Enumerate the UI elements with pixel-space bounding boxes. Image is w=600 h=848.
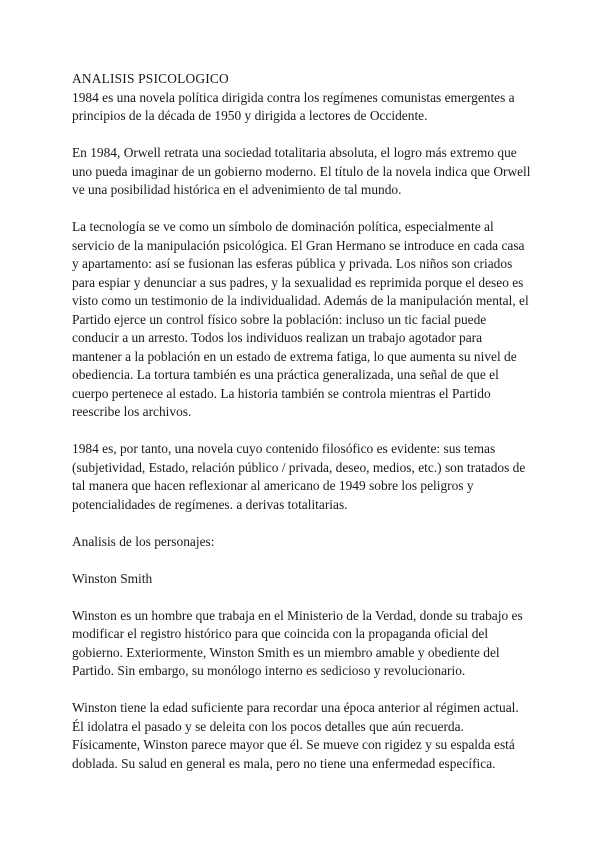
document-title: ANALISIS PSICOLOGICO	[72, 71, 229, 86]
paragraph-intro	[72, 70, 532, 126]
paragraph-winston-1: Winston es un hombre que trabaja en el Ministerio de la Verdad, donde su trabajo es modificar el registro histórico para que coincida con la propaganda oficial del gobierno. Exteriormente, Winston Smith es un miembro amable y obediente del Partido. Sin embargo, su monólogo interno es sedicioso y revolucionario.	[72, 607, 523, 678]
document-body	[72, 70, 532, 792]
paragraph-1: 1984 es una novela política dirigida contra los regímenes comunistas emergentes a principios de la década de 1950 y dirigida a lectores de Occidente.	[72, 89, 515, 123]
section-heading-personajes: Analisis de los personajes:	[72, 533, 215, 549]
paragraph-3: La tecnología se ve como un símbolo de dominación política, especialmente al servicio de la manipulación psicológica. El Gran Hermano se introduce en cada casa y apartamento: así se fusionan las esferas pública y privada. Los niños son criados para espiar y denunciar a sus padres, y la sexualidad es reprimida porque el deseo es visto como un testimonio de la individualidad. Además de la manipulación mental, el Partido ejerce un control físico sobre la población: incluso un tic facial puede conducir a un arresto. Todos los individuos realizan un trabajo agotador para mantener a la población en un estado de extrema fatiga, lo que aumenta su nivel de obediencia. La tortura también es una práctica generalizada, una señal de que el cuerpo pertenece al estado. La historia también se controla mientras el Partido reescribe los archivos.	[72, 219, 529, 419]
paragraph-4: 1984 es, por tanto, una novela cuyo contenido filosófico es evidente: sus temas (subjetividad, Estado, relación público / privada, deseo, medios, etc.) son tratados de tal manera que hacen reflexionar al americano de 1949 sobre los peligros y potencialidades de regímenes. a derivas totalitarias.	[72, 441, 526, 512]
paragraph-winston-2: Winston tiene la edad suficiente para recordar una época anterior al régimen actual. Él idolatra el pasado y se deleita con los pocos detalles que aún recuerda. Físicamente, Winston parece mayor que él. Se mueve con rigidez y su espalda está doblada. Su salud en general es mala, pero no tiene una enfermedad específica.	[72, 700, 519, 771]
character-heading-winston: Winston Smith	[72, 570, 153, 586]
paragraph-2: En 1984, Orwell retrata una sociedad totalitaria absoluta, el logro más extremo que uno pueda imaginar de un gobierno moderno. El título de la novela indica que Orwell ve una posibilidad histórica en el advenimiento de tal mundo.	[72, 145, 531, 197]
